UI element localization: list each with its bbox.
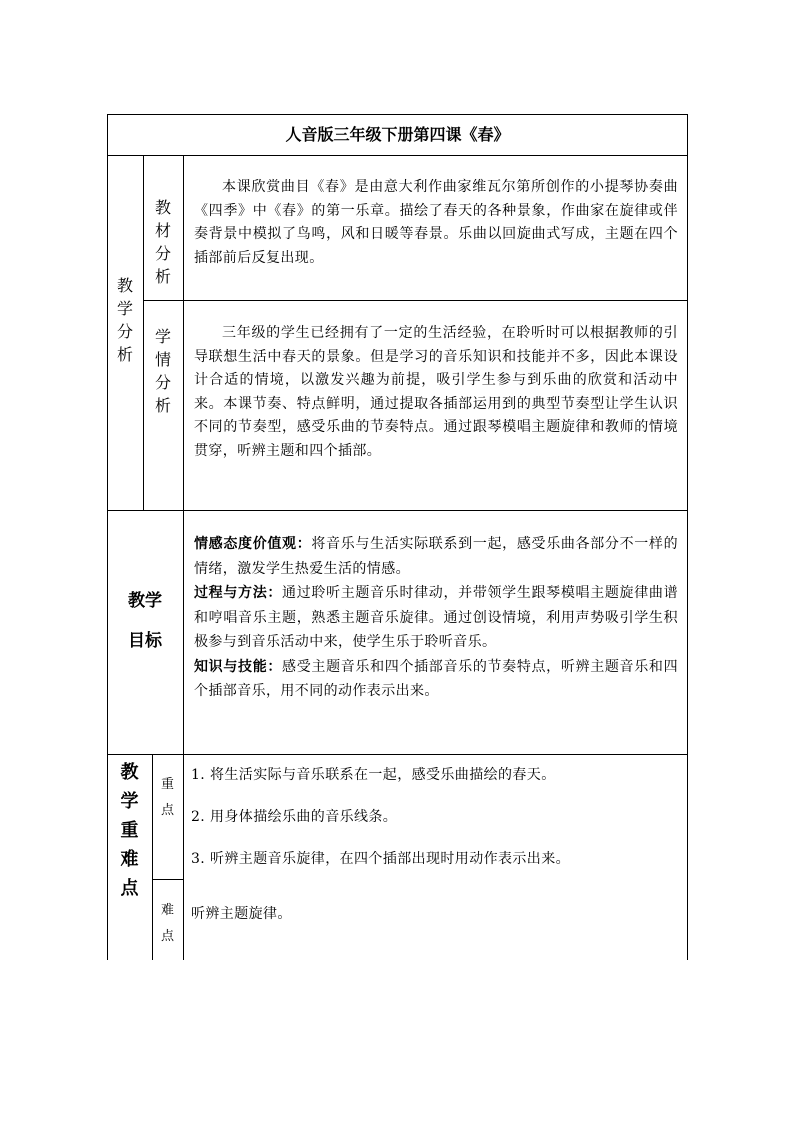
goal-item [194,655,678,704]
label-content-divider [183,155,184,960]
goals-keypoints-divider [107,754,688,755]
analysis-label-char: 教 [116,276,133,295]
analysis-label-char: 分 [116,322,133,341]
analysis-goals-divider [107,510,688,511]
materials-label-char: 材 [154,221,171,240]
keypoints-label-char: 学 [120,791,139,812]
materials-label [143,196,183,288]
key-points-label-char: 重 [160,777,174,792]
analysis-label [107,274,143,366]
students-label-char: 析 [154,396,171,415]
difficult-points-label-char: 点 [160,929,174,944]
materials-label-char: 析 [154,267,171,286]
students-analysis-text [194,322,678,463]
materials-analysis-text [194,176,678,270]
goal-heading: 情感态度价值观： [194,536,312,552]
goal-text: 通过聆听主题音乐时律动，并带领学生跟琴模唱主题旋律曲谱和哼唱音乐主题，熟悉主题音乐旋律。通过创设情境，利用声势吸引学生积极参与到音乐活动中来，使学生乐于聆听音乐。 [194,585,678,650]
goal-heading: 知识与技能： [194,658,283,675]
students-paragraph: 三年级的学生已经拥有了一定的生活经验，在聆听时可以根据教师的引导联想生活中春天的景象。但是学习的音乐知识和技能并不多，因此本课设计合适的情境，以激发兴趣为前提，吸引学生参与到乐曲的欣赏和活动中来。本课节奏、特点鲜明，通过提取各插部运用到的典型节奏型让学生认识不同的节奏型，感受乐曲的节奏特点。通过跟琴模唱主题旋律和教师的情境贯穿，听辨主题和四个插部。 [194,325,678,459]
key-difficult-divider [152,879,183,880]
difficult-points-label-char: 难 [160,903,174,918]
materials-label-char: 分 [154,244,171,263]
analysis-label-char: 学 [116,299,133,318]
students-label [143,325,183,417]
key-point-item: 3. 听辨主题音乐旋律，在四个插部出现时用动作表示出来。 [191,851,571,867]
keypoints-label-char: 教 [120,762,139,783]
goals-label-line: 目标 [128,631,162,651]
keypoints-label-char: 点 [120,878,139,899]
difficult-points-label [152,898,183,950]
key-points-label-char: 点 [160,803,174,818]
title-row-divider [107,155,688,156]
difficult-point-item: 听辨主题旋律。 [191,906,292,922]
students-label-char: 学 [154,327,171,346]
goal-text: 感受主题音乐和四个插部音乐的节奏特点，听辨主题音乐和四个插部音乐，用不同的动作表示出来。 [194,658,678,699]
difficult-points-text [191,903,685,927]
students-label-char: 分 [154,373,171,392]
goal-item [194,581,678,655]
page-title: 人音版三年级下册第四课《春》 [285,125,510,144]
key-points-list [191,764,685,874]
key-points-label [152,772,183,824]
goal-item [194,532,678,581]
key-point-item: 2. 用身体描绘乐曲的音乐线条。 [191,809,398,825]
materials-paragraph: 本课欣赏曲目《春》是由意大利作曲家维瓦尔第所创作的小提琴协奏曲《四季》中《春》的第一乐章。描绘了春天的各种景象，作曲家在旋律或伴奏背景中模拟了鸟鸣，风和日暖等春景。乐曲以回旋曲式写成，主题在四个插部前后反复出现。 [194,179,678,266]
students-label-char: 情 [154,350,171,369]
goal-heading: 过程与方法： [194,585,283,601]
table-border-right [687,114,688,960]
materials-students-divider [143,300,688,301]
goal-text: 将音乐与生活实际联系到一起，感受乐曲各部分不一样的情绪，激发学生热爱生活的情感。 [194,536,679,577]
keypoints-label [107,758,152,903]
goals-text [194,532,678,704]
keypoints-label-char: 难 [120,849,139,870]
analysis-label-char: 析 [116,345,133,364]
materials-label-char: 教 [154,198,171,217]
key-point-item: 1. 将生活实际与音乐联系在一起，感受乐曲描绘的春天。 [191,767,556,783]
keypoints-label-char: 重 [120,820,139,841]
goals-label-line: 教学 [128,591,162,611]
goals-label [107,581,183,661]
